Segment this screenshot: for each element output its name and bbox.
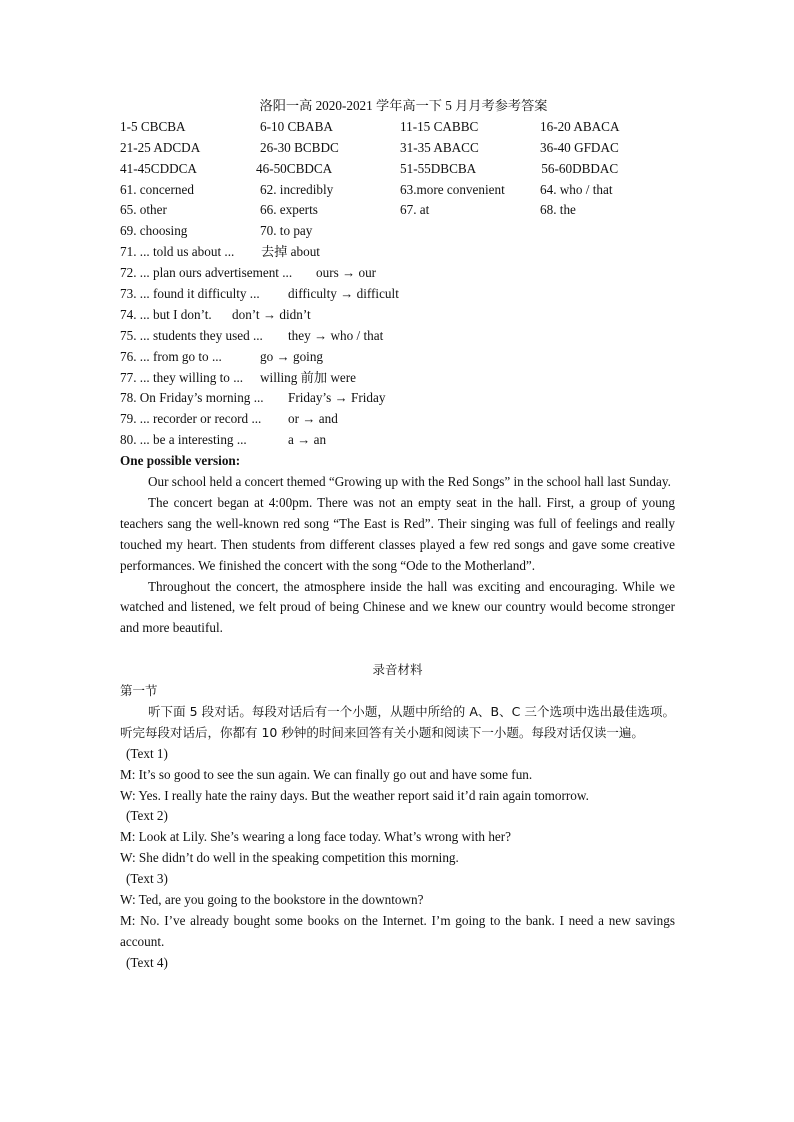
dialogue-line: M: It’s so good to see the sun again. We can finally go out and have some fun. xyxy=(120,766,533,782)
text-label: (Text 3) xyxy=(126,871,168,887)
correction-fix: or → and xyxy=(288,411,338,427)
dialogue-line: W: Ted, are you going to the bookstore in the downtown? xyxy=(120,892,424,908)
correction-fix: a → an xyxy=(288,432,327,448)
answer-cell: 70. to pay xyxy=(260,223,313,239)
text-label: (Text 4) xyxy=(126,954,168,970)
answer-cell: 46-50CBDCA xyxy=(256,160,333,176)
correction-row xyxy=(120,430,675,451)
correction-row xyxy=(120,242,675,263)
correction-item: 73. ... found it difficulty ... xyxy=(120,286,260,302)
answer-key-grid xyxy=(120,117,675,242)
listening-instructions: 听下面 5 段对话。每段对话后有一个小题，从题中所给的 A、B、C 三个选项中选出最佳选项。听完每段对话后，你都有 10 秒钟的时间来回答有关小题和阅读下一小题。每段对话仅读一遍。 xyxy=(120,703,675,740)
dialogue-line: W: She didn’t do well in the speaking competition this morning. xyxy=(120,850,459,866)
section-gap xyxy=(120,639,675,660)
correction-row xyxy=(120,284,675,305)
correction-fix: willing 前加 were xyxy=(260,369,356,385)
correction-row xyxy=(120,368,675,389)
answer-cell: 66. experts xyxy=(260,202,318,218)
document-title: 洛阳一高 2020-2021 学年高一下 5 月月考参考答案 xyxy=(259,98,548,113)
answer-cell: 69. choosing xyxy=(120,223,188,239)
correction-fix: 去掉 about xyxy=(261,244,320,260)
correction-fix: ours → our xyxy=(316,265,377,281)
answer-cell: 65. other xyxy=(120,202,167,218)
answer-cell: 56-60DBDAC xyxy=(538,160,619,176)
answer-row xyxy=(120,159,675,180)
dialogue-line: M: Look at Lily. She’s wearing a long face today. What’s wrong with her? xyxy=(120,829,512,845)
essay-paragraph: Throughout the concert, the atmosphere inside the hall was exciting and encouraging. While we watched and listened, we felt proud of being Chinese and we knew our country would become stronger and more beautiful. xyxy=(120,578,675,636)
answer-cell: 26-30 BCBDC xyxy=(260,139,339,155)
answer-row xyxy=(120,138,675,159)
answer-cell: 51-55DBCBA xyxy=(400,160,477,176)
correction-item: 79. ... recorder or record ... xyxy=(120,411,262,427)
correction-fix: don’t → didn’t xyxy=(232,306,311,322)
correction-item: 75. ... students they used ... xyxy=(120,327,263,343)
error-correction-list xyxy=(120,242,675,451)
answer-row xyxy=(120,117,675,138)
dialogue-line: W: Yes. I really hate the rainy days. But the weather report said it’d rain again tomorrow. xyxy=(120,787,589,803)
correction-row xyxy=(120,388,675,409)
correction-row xyxy=(120,326,675,347)
answer-cell: 64. who / that xyxy=(540,181,613,197)
answer-cell: 31-35 ABACC xyxy=(400,139,479,155)
correction-item: 76. ... from go to ... xyxy=(120,348,222,364)
correction-row xyxy=(120,305,675,326)
answer-cell: 1-5 CBCBA xyxy=(120,118,186,134)
answer-cell: 6-10 CBABA xyxy=(260,118,333,134)
answer-row xyxy=(120,221,675,242)
answer-cell: 68. the xyxy=(540,202,576,218)
correction-fix: difficulty → difficult xyxy=(288,286,399,302)
answer-cell: 41-45CDDCA xyxy=(120,160,197,176)
answer-cell: 62. incredibly xyxy=(260,181,334,197)
correction-row xyxy=(120,409,675,430)
text-label: (Text 2) xyxy=(126,808,168,824)
answer-row xyxy=(120,180,675,201)
answer-sheet-page xyxy=(120,96,675,974)
correction-item: 72. ... plan ours advertisement ... xyxy=(120,265,293,281)
correction-row xyxy=(120,347,675,368)
answer-cell: 16-20 ABACA xyxy=(540,118,620,134)
section-label: 第一节 xyxy=(120,683,158,699)
correction-item: 80. ... be a interesting ... xyxy=(120,432,247,448)
correction-item: 77. ... they willing to ... xyxy=(120,369,244,385)
answer-cell: 61. concerned xyxy=(120,181,194,197)
correction-item: 78. On Friday’s morning ... xyxy=(120,390,264,406)
correction-item: 71. ... told us about ... xyxy=(120,244,235,260)
correction-row xyxy=(120,263,675,284)
dialogue-line: M: No. I’ve already bought some books on the Internet. I’m going to the bank. I need a new savings account. xyxy=(120,912,675,949)
essay-paragraph: The concert began at 4:00pm. There was not an empty seat in the hall. First, a group of young teachers sang the well-known red song “The East is Red”. Their singing was full of feelings and really touched my heart. Then students from different classes played a few red songs and gave some creative performances. We finished the concert with the song “Ode to the Motherland”. xyxy=(120,494,675,573)
listening-title: 录音材料 xyxy=(372,662,423,678)
answer-cell: 21-25 ADCDA xyxy=(120,139,201,155)
correction-item: 74. ... but I don’t. xyxy=(120,306,212,322)
correction-fix: they → who / that xyxy=(288,327,384,343)
answer-cell: 36-40 GFDAC xyxy=(540,139,619,155)
essay-paragraph: Our school held a concert themed “Growing up with the Red Songs” in the school hall last Sunday. xyxy=(148,474,671,490)
essay-heading: One possible version: xyxy=(120,453,241,469)
correction-fix: Friday’s → Friday xyxy=(288,390,386,406)
answer-row xyxy=(120,200,675,221)
text-label: (Text 1) xyxy=(126,745,168,761)
answer-cell: 67. at xyxy=(400,202,430,218)
transcript xyxy=(120,744,675,974)
answer-cell: 11-15 CABBC xyxy=(400,118,479,134)
answer-cell: 63.more convenient xyxy=(400,181,505,197)
correction-fix: go → going xyxy=(260,348,324,364)
